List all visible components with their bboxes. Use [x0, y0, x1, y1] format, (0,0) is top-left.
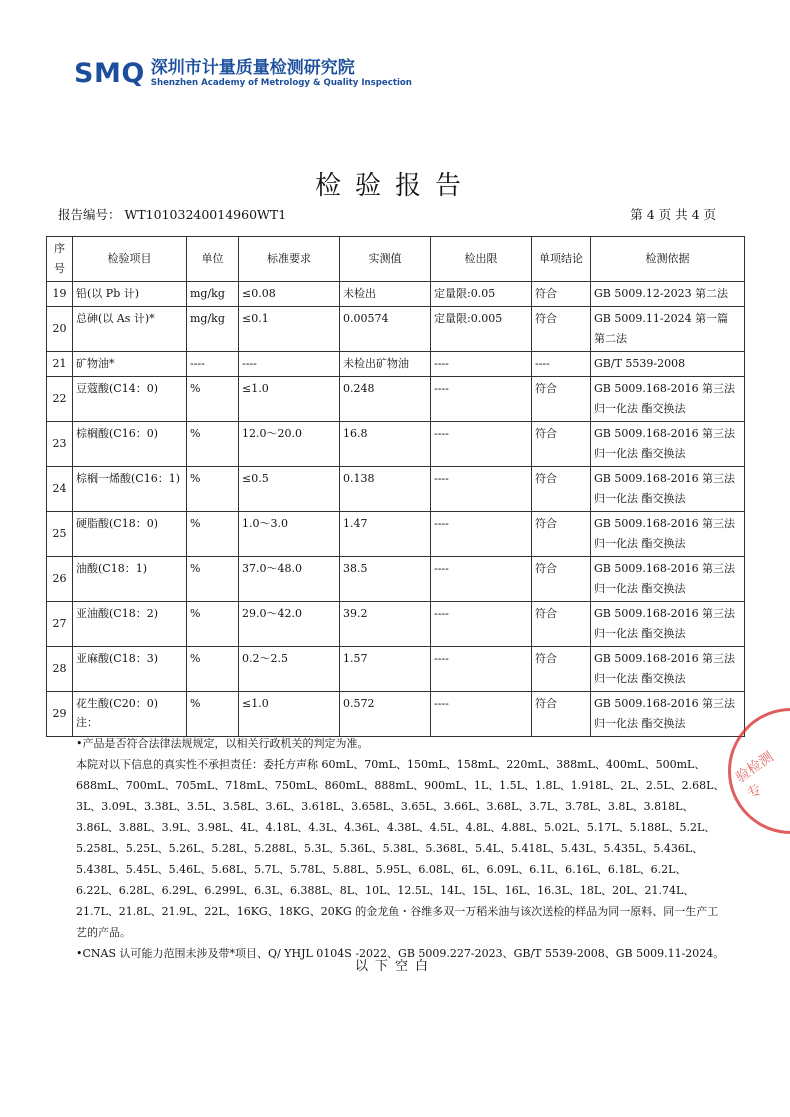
cell-limit: ----: [431, 512, 532, 557]
cell-no: 27: [47, 602, 73, 647]
col-header-unit: 单位: [187, 237, 239, 282]
cell-item: 棕榈酸(C16：0): [73, 422, 187, 467]
table-row: [47, 377, 745, 422]
cell-result: 符合: [532, 602, 591, 647]
cell-basis: GB 5009.168-2016 第三法 归一化法 酯交换法: [591, 512, 745, 557]
cell-result: 符合: [532, 307, 591, 352]
report-number-label: 报告编号：: [58, 207, 121, 222]
table-header-row: [47, 237, 745, 282]
cell-requirement: ≤1.0: [239, 377, 340, 422]
page-info: 第 4 页 共 4 页: [630, 207, 716, 222]
cell-limit: ----: [431, 467, 532, 512]
cell-value: 0.572: [340, 692, 431, 737]
cell-result: 符合: [532, 647, 591, 692]
cell-no: 24: [47, 467, 73, 512]
cell-requirement: ≤1.0: [239, 692, 340, 737]
logo-text: [151, 59, 412, 89]
cell-requirement: 37.0～48.0: [239, 557, 340, 602]
cell-result: 符合: [532, 692, 591, 737]
logo-mark: SMQ: [74, 58, 145, 89]
notes-label: 注：: [76, 716, 98, 729]
cell-item: 铅(以 Pb 计): [73, 282, 187, 307]
cell-limit: 定量限:0.005: [431, 307, 532, 352]
table-row: [47, 512, 745, 557]
cell-unit: %: [187, 557, 239, 602]
note-disclaimer: 本院对以下信息的真实性不承担责任：委托方声称 60mL、70mL、150mL、158mL、220mL、388mL、400mL、500mL、688mL、700mL、705mL、718mL、750mL、860mL、888mL、900mL、1L、1.5L、1.8L、1.918L、2L、2.5L、2.68L、3L、3.09L、3.38L、3.5L、3.58L、3.6L、3.618L、3.658L、3.65L、3.66L、3.68L、3.7L、3.78L、3.8L、3.818L、3.86L、3.88L、3.9L、3.98L、4L、4.18L、4.3L、4.36L、4.38L、4.5L、4.8L、4.88L、5.02L、5.17L、5.188L、5.2L、5.258L、5.25L、5.26L、5.28L、5.288L、5.3L、5.36L、5.38L、5.368L、5.4L、5.418L、5.43L、5.435L、5.436L、5.438L、5.45L、5.46L、5.68L、5.7L、5.78L、5.88L、5.95L、6.08L、6L、6.09L、6.1L、6.16L、6.18L、6.2L、6.22L、6.28L、6.29L、6.299L、6.3L、6.388L、8L、10L、12.5L、14L、15L、16L、16.3L、18L、20L、21.74L、21.7L、21.8L、21.9L、22L、16KG、18KG、20KG 的金龙鱼・谷维多双一万稻米油与该次送检的样品为同一原料、同一生产工艺的产品。: [76, 758, 725, 939]
note-legal: •产品是否符合法律法规规定，以相关行政机关的判定为准。: [76, 737, 369, 750]
cell-basis: GB 5009.168-2016 第三法 归一化法 酯交换法: [591, 467, 745, 512]
table-row: [47, 422, 745, 467]
cell-result: 符合: [532, 422, 591, 467]
cell-item: 硬脂酸(C18：0): [73, 512, 187, 557]
cell-basis: GB/T 5539-2008: [591, 352, 745, 377]
cell-basis: GB 5009.168-2016 第三法 归一化法 酯交换法: [591, 692, 745, 737]
report-number: WT10103240014960WT1: [124, 207, 287, 222]
cell-limit: ----: [431, 557, 532, 602]
cell-requirement: 1.0～3.0: [239, 512, 340, 557]
cell-unit: %: [187, 692, 239, 737]
table-row: [47, 467, 745, 512]
note-cnas: •CNAS 认可能力范围未涉及带*项目、Q/ YHJL 0104S -2022、GB 5009.227-2023、GB/T 5539-2008、GB 5009.11-2024。: [76, 947, 725, 960]
cell-no: 22: [47, 377, 73, 422]
table-row: [47, 647, 745, 692]
cell-value: 1.47: [340, 512, 431, 557]
cell-requirement: ----: [239, 352, 340, 377]
cell-value: 39.2: [340, 602, 431, 647]
cell-limit: ----: [431, 602, 532, 647]
cell-requirement: ≤0.08: [239, 282, 340, 307]
col-header-result: 单项结论: [532, 237, 591, 282]
cell-value: 0.138: [340, 467, 431, 512]
official-seal-text: 验检测专: [732, 748, 777, 803]
cell-requirement: 29.0～42.0: [239, 602, 340, 647]
cell-basis: GB 5009.168-2016 第三法 归一化法 酯交换法: [591, 422, 745, 467]
table-row: [47, 557, 745, 602]
col-header-basis: 检测依据: [591, 237, 745, 282]
cell-value: 0.248: [340, 377, 431, 422]
cell-basis: GB 5009.168-2016 第三法 归一化法 酯交换法: [591, 647, 745, 692]
cell-value: 16.8: [340, 422, 431, 467]
cell-unit: %: [187, 377, 239, 422]
cell-limit: ----: [431, 422, 532, 467]
cell-result: 符合: [532, 282, 591, 307]
cell-value: 1.57: [340, 647, 431, 692]
cell-item: 豆蔻酸(C14：0): [73, 377, 187, 422]
cell-basis: GB 5009.168-2016 第三法 归一化法 酯交换法: [591, 377, 745, 422]
col-header-no: 序号: [47, 237, 73, 282]
cell-no: 23: [47, 422, 73, 467]
cell-limit: ----: [431, 647, 532, 692]
cell-limit: 定量限:0.05: [431, 282, 532, 307]
cell-limit: ----: [431, 692, 532, 737]
cell-requirement: 0.2～2.5: [239, 647, 340, 692]
cell-item: 亚油酸(C18：2): [73, 602, 187, 647]
col-header-item: 检验项目: [73, 237, 187, 282]
cell-unit: %: [187, 512, 239, 557]
cell-item: 花生酸(C20：0): [73, 692, 187, 737]
report-number-line: [58, 205, 286, 223]
cell-unit: ----: [187, 352, 239, 377]
cell-no: 21: [47, 352, 73, 377]
cell-no: 29: [47, 692, 73, 737]
cell-limit: ----: [431, 352, 532, 377]
cell-no: 26: [47, 557, 73, 602]
cell-value: 0.00574: [340, 307, 431, 352]
cell-requirement: 12.0～20.0: [239, 422, 340, 467]
col-header-requirement: 标准要求: [239, 237, 340, 282]
cell-result: 符合: [532, 557, 591, 602]
cell-unit: %: [187, 422, 239, 467]
cell-unit: mg/kg: [187, 307, 239, 352]
cell-result: ----: [532, 352, 591, 377]
org-name-cn: 深圳市计量质量检测研究院: [150, 57, 355, 78]
cell-result: 符合: [532, 467, 591, 512]
cell-item: 总砷(以 As 计)*: [73, 307, 187, 352]
cell-no: 28: [47, 647, 73, 692]
cell-requirement: ≤0.5: [239, 467, 340, 512]
cell-no: 25: [47, 512, 73, 557]
cell-result: 符合: [532, 377, 591, 422]
cell-basis: GB 5009.168-2016 第三法 归一化法 酯交换法: [591, 557, 745, 602]
cell-value: 38.5: [340, 557, 431, 602]
cell-requirement: ≤0.1: [239, 307, 340, 352]
cell-unit: mg/kg: [187, 282, 239, 307]
cell-item: 亚麻酸(C18：3): [73, 647, 187, 692]
cell-basis: GB 5009.11-2024 第一篇 第二法: [591, 307, 745, 352]
cell-unit: %: [187, 602, 239, 647]
table-row: [47, 352, 745, 377]
cell-item: 油酸(C18：1): [73, 557, 187, 602]
cell-unit: %: [187, 647, 239, 692]
org-logo: [74, 58, 412, 89]
org-name-en: Shenzhen Academy of Metrology & Quality Inspection: [150, 77, 412, 88]
cell-no: 20: [47, 307, 73, 352]
cell-value: 未检出矿物油: [340, 352, 431, 377]
table-row: [47, 307, 745, 352]
cell-item: 棕榈一烯酸(C16：1): [73, 467, 187, 512]
cell-limit: ----: [431, 377, 532, 422]
end-of-report-mark: 以下空白: [354, 959, 435, 974]
results-table: [46, 236, 745, 737]
cell-item: 矿物油*: [73, 352, 187, 377]
cell-basis: GB 5009.12-2023 第二法: [591, 282, 745, 307]
col-header-value: 实测值: [340, 237, 431, 282]
table-row: [47, 602, 745, 647]
cell-value: 未检出: [340, 282, 431, 307]
table-row: [47, 282, 745, 307]
cell-basis: GB 5009.168-2016 第三法 归一化法 酯交换法: [591, 602, 745, 647]
col-header-limit: 检出限: [431, 237, 532, 282]
report-title: 检验报告: [314, 171, 475, 201]
cell-unit: %: [187, 467, 239, 512]
notes-section: [76, 712, 726, 964]
cell-no: 19: [47, 282, 73, 307]
cell-result: 符合: [532, 512, 591, 557]
